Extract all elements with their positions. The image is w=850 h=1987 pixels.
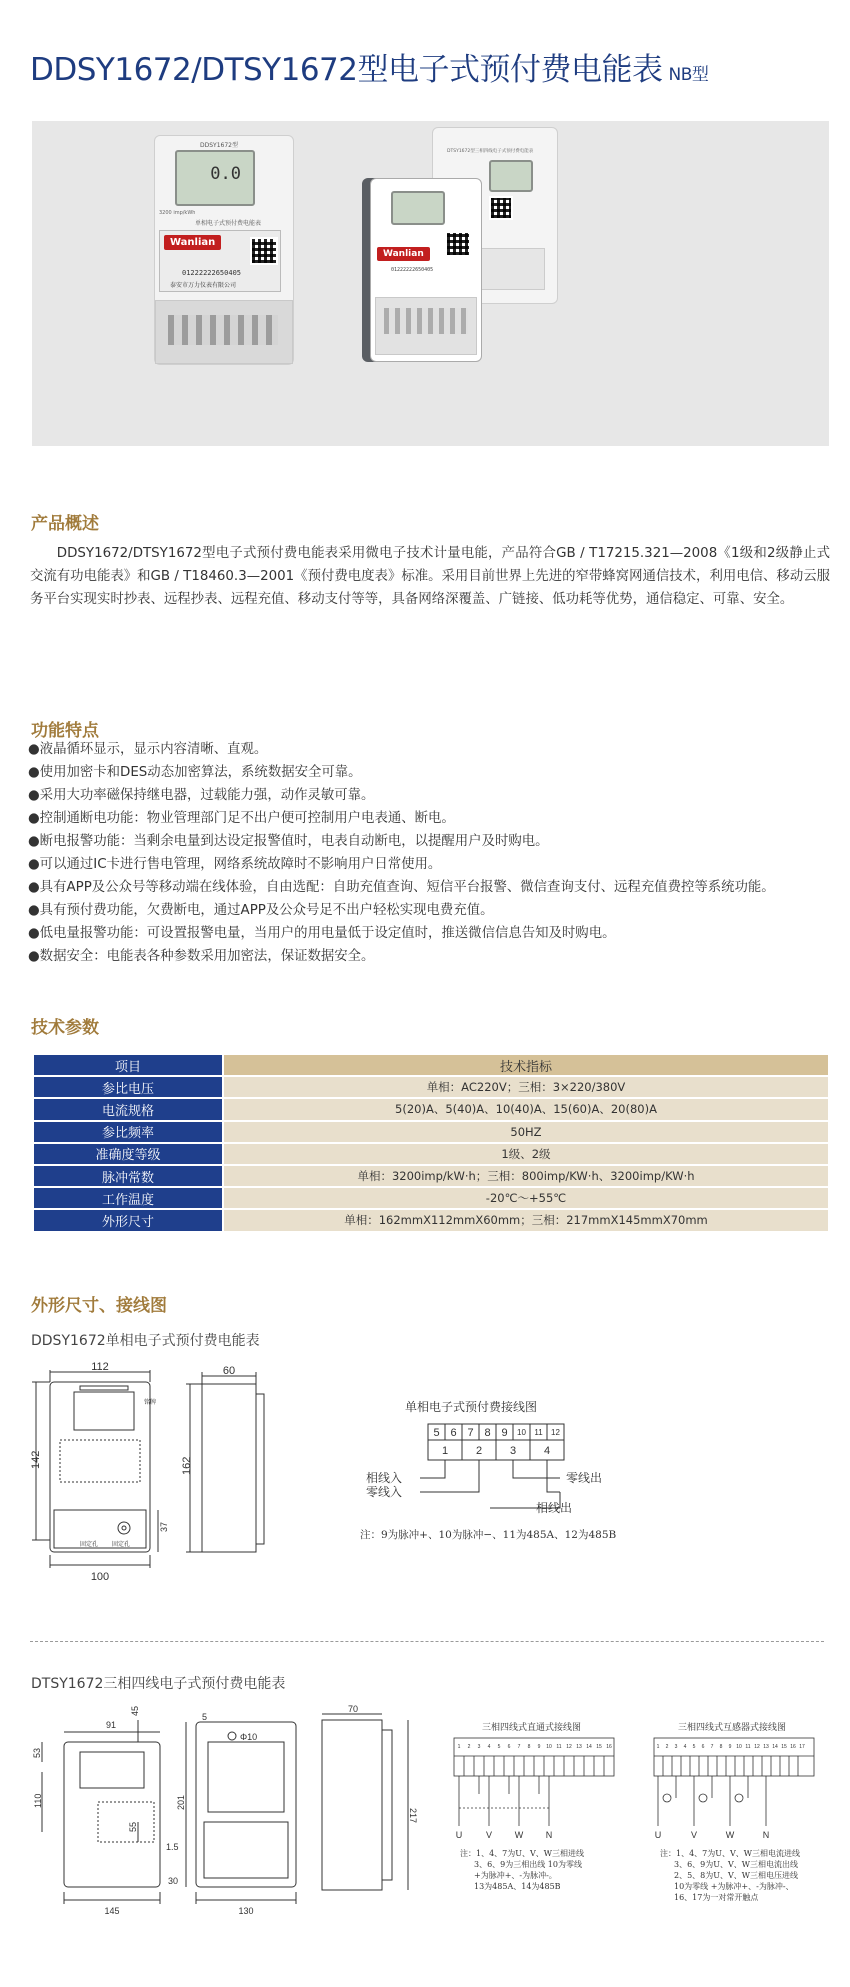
dim-label: 145 <box>104 1906 120 1916</box>
terminal-number: 11 <box>745 1744 751 1750</box>
terminal-number: 12 <box>566 1744 572 1750</box>
feature-item: ●液晶循环显示，显示内容清晰、直观。 <box>28 742 268 757</box>
phase-label: V <box>690 1830 698 1840</box>
meter-lcd <box>391 191 445 225</box>
front-meter-image <box>370 178 482 362</box>
table-row <box>34 1210 828 1232</box>
dim-label: 70 <box>348 1704 359 1714</box>
spec-key: 参比频率 <box>34 1122 224 1144</box>
terminal-number: 2 <box>665 1744 669 1750</box>
wiring-note: 13为485A、14为485B <box>474 1882 561 1891</box>
wiring-note: 注：1、4、7为U、V、W三相电流进线 <box>660 1849 801 1858</box>
dim-side-height: 162 <box>181 1456 193 1475</box>
wiring-note: 2、5、8为U、V、W三相电压进线 <box>674 1871 799 1880</box>
phase-label: N <box>762 1830 770 1840</box>
single-phase-wiring-diagram <box>360 1420 660 1560</box>
dim-small: 37 <box>159 1521 169 1532</box>
terminal-number: 14 <box>586 1744 592 1750</box>
qr-code <box>250 237 278 265</box>
terminal-number: 12 <box>551 1428 560 1437</box>
spec-key: 电流规格 <box>34 1099 224 1121</box>
terminal-number: 8 <box>719 1744 723 1750</box>
wiring-note: 注：1、4、7为U、V、W三相进线 <box>460 1849 585 1858</box>
dim-label: 1.5 <box>166 1842 179 1852</box>
terminal-number: 11 <box>534 1428 543 1437</box>
dim-label: 110 <box>33 1793 43 1808</box>
terminal-number: 6 <box>450 1427 457 1439</box>
terminal-number: 1 <box>656 1744 660 1750</box>
spec-value: 1级、2级 <box>224 1144 828 1166</box>
feature-item: ●具有APP及公众号等移动端在线体验，自由选配：自助充值查询、短信平台报警、微信查询支付、远程充值费控等系统功能。 <box>28 880 775 895</box>
phase-label: W <box>725 1830 735 1840</box>
spec-value: 单相：3200imp/kW·h；三相：800imp/KW·h、3200imp/KW·h <box>224 1166 828 1188</box>
terminal-number: 11 <box>556 1744 562 1750</box>
terminal-number: 2 <box>467 1744 471 1750</box>
section-divider <box>30 1641 824 1642</box>
three-phase-ct-wiring-title: 三相四线式互感器式接线图 <box>678 1723 787 1733</box>
three-phase-ct-wiring-diagram <box>650 1734 830 1854</box>
three-phase-direct-notes <box>460 1848 584 1892</box>
title-main: DDSY1672/DTSY1672型电子式预付费电能表 <box>30 52 663 88</box>
dim-label: 5 <box>202 1712 208 1722</box>
spec-table <box>34 1055 828 1233</box>
terminal-number: 5 <box>433 1427 440 1439</box>
dim-label: Φ10 <box>240 1732 258 1742</box>
terminal-number: 5 <box>497 1744 501 1750</box>
meter-spec-label: 3200 imp/kWh <box>159 210 196 216</box>
terminal-number: 16 <box>790 1744 796 1750</box>
wire-label: 零线入 <box>366 1485 403 1499</box>
spec-key: 参比电压 <box>34 1077 224 1099</box>
brand-logo: Wanlian <box>377 247 430 261</box>
table-row <box>34 1122 828 1144</box>
dim-height: 142 <box>30 1450 42 1469</box>
spec-value: 单相：162mmX112mmX60mm；三相：217mmX145mmX70mm <box>224 1210 828 1232</box>
spec-key: 工作温度 <box>34 1188 224 1210</box>
hole-label: 固定孔 <box>112 1542 131 1548</box>
dimensions-heading: 外形尺寸、接线图 <box>31 1296 167 1316</box>
spec-value: 50HZ <box>224 1122 828 1144</box>
terminal-number: 4 <box>487 1744 491 1750</box>
spec-value: 单相：AC220V；三相：3×220/380V <box>224 1077 828 1099</box>
terminal-number: 7 <box>517 1744 521 1750</box>
spec-value: 5(20)A、5(40)A、10(40)A、15(60)A、20(80)A <box>224 1099 828 1121</box>
meter-lcd <box>175 150 255 206</box>
overview-text: DDSY1672/DTSY1672型电子式预付费电能表采用微电子技术计量电能，产品符合GB / T17215.321—2008《1级和2级静止式交流有功电能表》和GB / T18460.3—2001《预付费电度表》标准。采用目前世界上先进的窄带蜂窝网通信技术，利用电信、移动云服务平台实现实时抄表、远程抄表、远程充值、移动支付等等，具备网络深覆盖、广链接、低功耗等优势，通信稳定、可靠、安全。 <box>30 546 830 607</box>
phase-label: N <box>545 1830 553 1840</box>
meter-serial: 01222222650405 <box>182 269 242 277</box>
page-title <box>30 44 708 89</box>
spec-value: -20℃～+55℃ <box>224 1188 828 1210</box>
terminal-number: 8 <box>527 1744 531 1750</box>
feature-item: ●可以通过IC卡进行售电管理，网络系统故障时不影响用户日常使用。 <box>28 857 442 872</box>
terminal-number: 15 <box>596 1744 602 1750</box>
terminal-number: 3 <box>477 1744 481 1750</box>
terminal-number: 17 <box>799 1744 805 1750</box>
single-phase-diagram-title: DDSY1672单相电子式预付费电能表 <box>31 1333 260 1349</box>
wiring-note: 10为零线 +为脉冲+、-为脉冲-、 <box>674 1882 794 1891</box>
terminal-number: 10 <box>736 1744 742 1750</box>
table-header-key: 项目 <box>34 1055 224 1077</box>
brand-logo: Wanlian <box>164 235 221 250</box>
meter-model-label: DDSY1672型 <box>200 142 238 149</box>
feature-item: ●数据安全：电能表各种参数采用加密法，保证数据安全。 <box>28 949 375 964</box>
terminal-number: 10 <box>546 1744 552 1750</box>
terminal-number: 8 <box>484 1427 491 1439</box>
terminal-number: 9 <box>537 1744 541 1750</box>
terminal-number: 7 <box>467 1427 474 1439</box>
nameplate-label: 铭牌 <box>144 1400 157 1406</box>
terminal-number: 10 <box>517 1428 526 1437</box>
dim-label: 130 <box>238 1906 254 1916</box>
feature-item: ●使用加密卡和DES动态加密算法，系统数据安全可靠。 <box>28 765 362 780</box>
wire-label: 零线出 <box>566 1471 603 1485</box>
terminal-number: 1 <box>441 1445 449 1457</box>
terminal-number: 4 <box>543 1445 551 1457</box>
phase-label: W <box>514 1830 524 1840</box>
three-phase-outline-drawing <box>28 1704 428 1922</box>
feature-item: ●低电量报警功能：可设置报警电量，当用户的用电量低于设定值时，推送微信信息告知及时购电。 <box>28 926 616 941</box>
qr-code <box>445 231 471 257</box>
three-phase-direct-wiring-diagram <box>450 1734 630 1854</box>
table-header-value: 技术指标 <box>224 1055 828 1077</box>
phase-label: U <box>455 1830 463 1840</box>
specs-heading: 技术参数 <box>31 1018 99 1038</box>
terminal-number: 4 <box>683 1744 687 1750</box>
terminal-number: 9 <box>501 1427 508 1439</box>
single-phase-outline-drawing <box>30 1361 290 1590</box>
wiring-note: 注：9为脉冲+、10为脉冲−、11为485A、12为485B <box>360 1529 617 1541</box>
single-phase-wiring-title: 单相电子式预付费接线图 <box>405 1400 538 1414</box>
terminal-number: 6 <box>701 1744 705 1750</box>
terminal-number: 3 <box>674 1744 678 1750</box>
three-phase-diagram-title: DTSY1672三相四线电子式预付费电能表 <box>31 1676 286 1692</box>
feature-item: ●断电报警功能：当剩余电量到达设定报警值时，电表自动断电，以提醒用户及时购电。 <box>28 834 549 849</box>
single-phase-meter-image <box>154 135 294 365</box>
phase-label: U <box>654 1830 662 1840</box>
terminal-number: 6 <box>507 1744 511 1750</box>
dim-width-top: 112 <box>91 1361 109 1373</box>
dim-label: 55 <box>128 1821 138 1832</box>
meter-lcd <box>489 160 533 192</box>
table-row <box>34 1099 828 1121</box>
feature-item: ●具有预付费功能，欠费断电，通过APP及公众号足不出户轻松实现电费充值。 <box>28 903 494 918</box>
hole-label: 固定孔 <box>80 1542 99 1548</box>
spec-key: 准确度等级 <box>34 1144 224 1166</box>
dim-label: 45 <box>130 1705 140 1716</box>
dim-label: 30 <box>168 1876 179 1886</box>
terminal-number: 15 <box>781 1744 787 1750</box>
title-suffix: NB型 <box>668 65 709 85</box>
product-photo <box>32 121 829 446</box>
meter-lcd-reading: 0.0 <box>210 164 241 184</box>
three-phase-ct-notes <box>660 1848 800 1903</box>
terminal-number: 13 <box>763 1744 769 1750</box>
terminal-number: 14 <box>772 1744 778 1750</box>
table-row <box>34 1144 828 1166</box>
dim-label: 91 <box>106 1720 117 1730</box>
table-row <box>34 1188 828 1210</box>
wiring-note: +为脉冲+、-为脉冲-。 <box>474 1871 557 1880</box>
meter-product-name: DTSY1672型三相四线电子式预付费电能表 <box>447 149 534 154</box>
dim-label: 217 <box>408 1808 418 1824</box>
spec-key: 脉冲常数 <box>34 1166 224 1188</box>
meter-product-name: 单相电子式预付费电能表 <box>195 220 262 227</box>
dim-label: 201 <box>176 1794 186 1810</box>
table-header-row <box>34 1055 828 1077</box>
table-row <box>34 1077 828 1099</box>
terminal-number: 1 <box>457 1744 461 1750</box>
meter-serial: 01222222650405 <box>391 267 434 273</box>
wiring-note: 3、6、9为U、V、W三相电流出线 <box>674 1860 799 1869</box>
feature-item: ●采用大功率磁保持继电器，过载能力强，动作灵敏可靠。 <box>28 788 375 803</box>
feature-item: ●控制通断电功能：物业管理部门足不出户便可控制用户电表通、断电。 <box>28 811 455 826</box>
terminal-number: 7 <box>710 1744 714 1750</box>
dim-depth: 60 <box>222 1365 236 1377</box>
meter-nameplate <box>159 230 281 292</box>
terminal-block <box>155 300 293 364</box>
wire-label: 相线出 <box>536 1501 573 1515</box>
terminal-number: 12 <box>754 1744 760 1750</box>
three-phase-direct-wiring-title: 三相四线式直通式接线图 <box>482 1723 582 1733</box>
wiring-note: 3、6、9为三相出线 10为零线 <box>474 1860 582 1869</box>
dim-width-bottom: 100 <box>90 1571 110 1583</box>
spec-key: 外形尺寸 <box>34 1210 224 1232</box>
features-heading: 功能特点 <box>31 721 99 741</box>
qr-code <box>489 196 513 220</box>
meter-company: 泰安市万力仪表有限公司 <box>170 282 237 289</box>
table-row <box>34 1166 828 1188</box>
dim-label: 53 <box>32 1747 42 1758</box>
terminal-number: 13 <box>576 1744 582 1750</box>
terminal-number: 3 <box>509 1445 517 1457</box>
terminal-number: 16 <box>606 1744 612 1750</box>
terminal-number: 2 <box>475 1445 483 1457</box>
terminal-block <box>375 297 477 355</box>
terminal-number: 9 <box>728 1744 732 1750</box>
overview-heading: 产品概述 <box>31 514 99 534</box>
phase-label: V <box>485 1830 493 1840</box>
terminal-number: 5 <box>692 1744 696 1750</box>
wire-label: 相线入 <box>366 1471 403 1485</box>
wiring-note: 16、17为一对常开触点 <box>674 1893 759 1902</box>
